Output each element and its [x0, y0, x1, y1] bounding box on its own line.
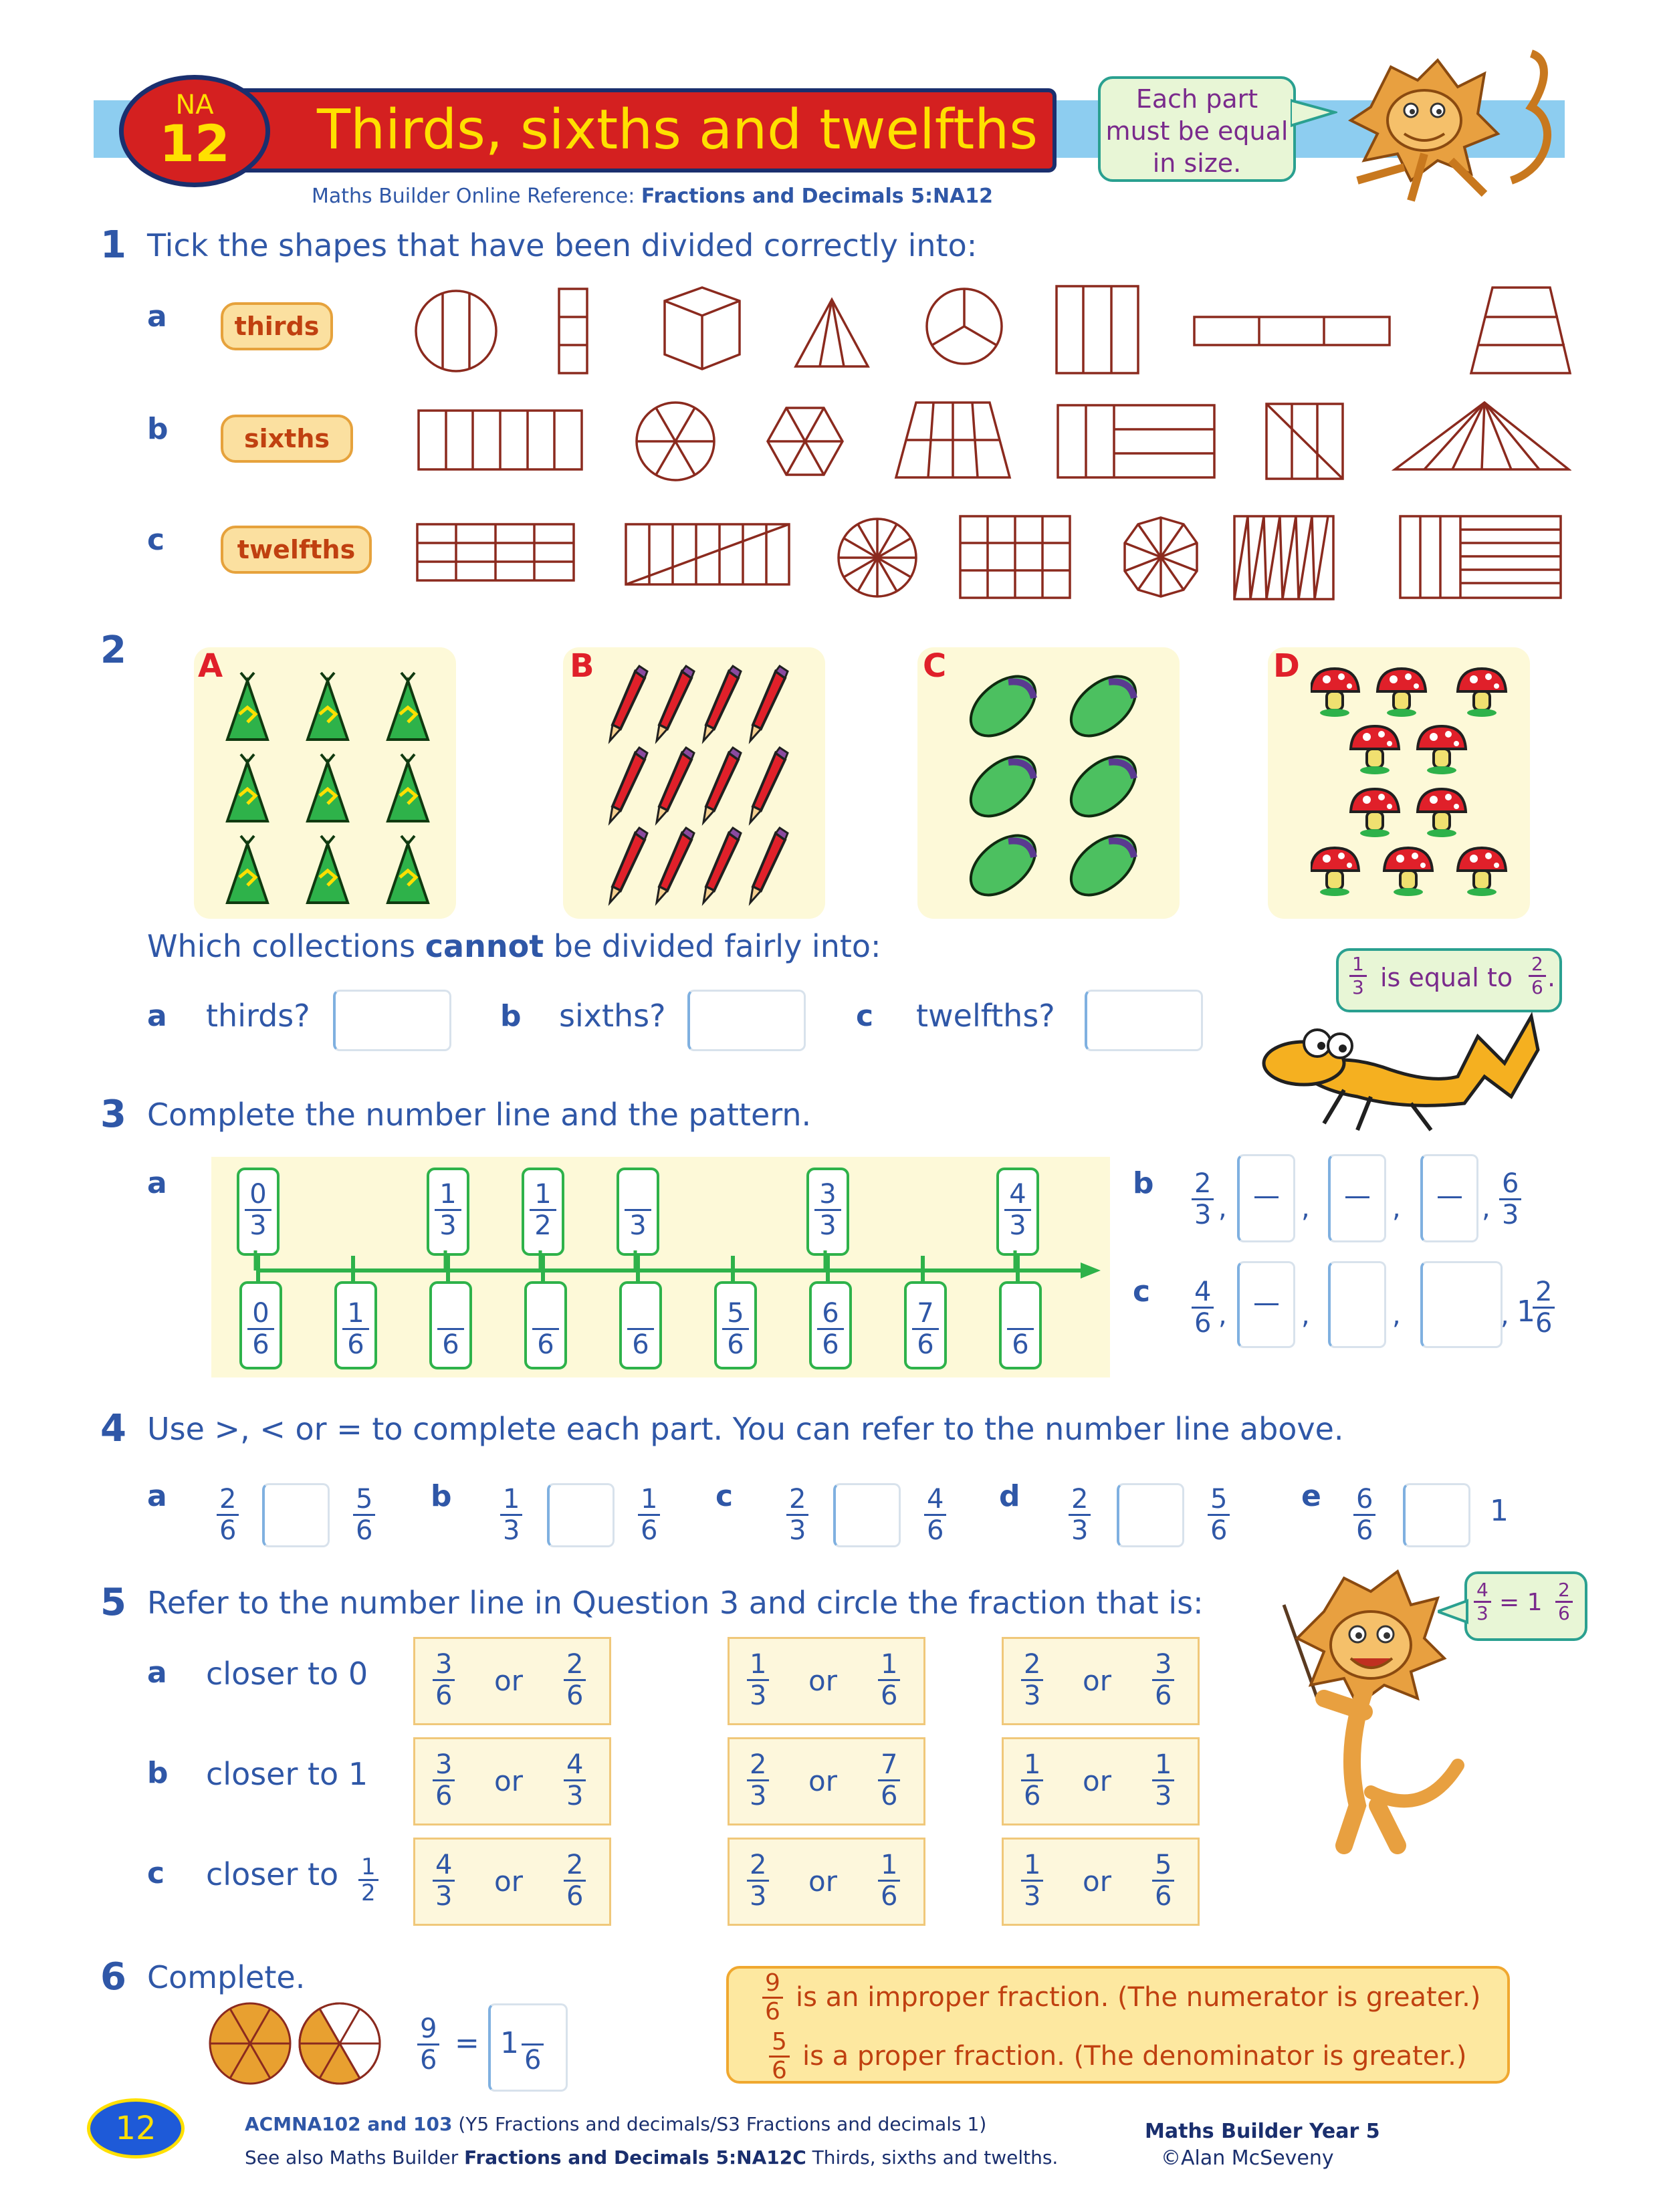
q1a-trapezoid-stripes[interactable]: [1471, 288, 1570, 373]
or-text: or: [494, 1765, 523, 1797]
q3b-first-fraction: $\frac{2}{3}$: [1192, 1169, 1214, 1230]
fraction-denominator: 3: [435, 1881, 453, 1912]
page-number-badge: [87, 2098, 185, 2159]
nl-bottom-tag-7-num: 7: [912, 1299, 939, 1330]
q6-answer-numerator-blank[interactable]: [522, 2014, 544, 2045]
q4e-symbol-box[interactable]: [1403, 1483, 1470, 1547]
fraction-denominator: 6: [566, 1881, 584, 1912]
bubble-equal-text: is equal to: [1380, 963, 1513, 992]
nl-bottom-tag-1-den: 6: [347, 1329, 364, 1360]
nl-bottom-tag-5-num: 5: [722, 1299, 749, 1330]
nl-top-tag-0-den: 3: [249, 1210, 267, 1241]
q5-choice-fraction[interactable]: [564, 1750, 586, 1811]
online-reference-value: Fractions and Decimals 5:NA12: [641, 185, 994, 208]
q5-choice-fraction[interactable]: [1152, 1650, 1174, 1710]
or-text: or: [808, 1765, 837, 1797]
footer-curriculum-line: [245, 2113, 986, 2135]
q4c-right-fraction: $\frac{4}{6}$: [924, 1484, 946, 1545]
q1a-circle-vertical-thirds[interactable]: [416, 291, 496, 371]
q4e-right-whole: 1: [1490, 1494, 1509, 1528]
q3c-first-fraction: $\frac{4}{6}$: [1192, 1277, 1214, 1338]
q6-note2-text: is a proper fraction. (The denominator is greater.): [802, 2041, 1467, 2072]
q3c-last-mixed-fraction: $\frac{2}{6}$: [1533, 1277, 1555, 1338]
nl-top-tag-2-den: 2: [534, 1210, 552, 1241]
q3c-comma-3: ,: [1392, 1300, 1401, 1331]
q1c-zigzag-rectangle[interactable]: [1234, 516, 1333, 599]
collection-panel-a-label: A: [198, 647, 223, 685]
q2b-letter: b: [500, 999, 522, 1033]
fraction-numerator: 7: [878, 1750, 900, 1781]
collection-panel-d-label: D: [1273, 647, 1300, 685]
question-2-number: 2: [100, 629, 126, 672]
fraction-numerator: 2: [564, 1850, 586, 1882]
question-6-text: Complete.: [147, 1959, 306, 1995]
fraction-numerator: 1: [1021, 1750, 1043, 1781]
or-text: or: [1083, 1765, 1111, 1797]
online-reference: [312, 185, 993, 208]
q5a-letter: a: [147, 1656, 167, 1690]
fraction-denominator: 3: [750, 1881, 767, 1912]
q3b-blank-2[interactable]: [1328, 1154, 1386, 1242]
fraction-denominator: 6: [435, 1781, 453, 1811]
q4a-letter: a: [147, 1479, 167, 1513]
q5-choice-fraction[interactable]: [747, 1650, 769, 1710]
q4c-left-fraction: $\frac{2}{3}$: [786, 1484, 808, 1545]
bubble-line-1: Each part: [1135, 84, 1258, 114]
q5-choice-fraction[interactable]: [433, 1750, 455, 1811]
q1b-triangle-fan[interactable]: [1395, 403, 1569, 469]
q1a-rectangle-vertical-thirds[interactable]: [1057, 286, 1138, 373]
nl-top-tag-5-num: 4: [1004, 1180, 1031, 1211]
q5-choice-fraction[interactable]: [1021, 1850, 1043, 1911]
footer-see-also-pre: See also Maths Builder: [245, 2146, 465, 2169]
q5b-letter: b: [147, 1756, 169, 1790]
nl-top-tag-5-den: 3: [1009, 1210, 1026, 1241]
q2-text-pre: Which collections: [147, 928, 425, 964]
q5b-label: closer to 1: [206, 1756, 368, 1792]
question-3-text: Complete the number line and the pattern.: [147, 1097, 812, 1133]
question-1-text: Tick the shapes that have been divided correctly into:: [147, 227, 978, 263]
hint-bubble-equivalence: [1336, 948, 1562, 1012]
nl-bottom-tag-5: [714, 1281, 757, 1369]
fraction-denominator: 6: [1155, 1881, 1172, 1912]
q4d-right-fraction: $\frac{5}{6}$: [1208, 1484, 1230, 1545]
q1c-rectangle-columns-diagonal[interactable]: [626, 524, 789, 584]
q3c-blank-1[interactable]: [1237, 1261, 1295, 1348]
nl-top-tag-0: [237, 1168, 280, 1256]
q5-choice-fraction[interactable]: [433, 1850, 455, 1911]
nl-bottom-tag-4-den: 6: [632, 1329, 649, 1360]
online-reference-label: Maths Builder Online Reference:: [312, 185, 641, 208]
q4a-symbol-box[interactable]: [262, 1483, 330, 1547]
q4b-symbol-box[interactable]: [547, 1483, 615, 1547]
fraction-denominator: 6: [435, 1680, 453, 1711]
q1b-rectangle-mixed[interactable]: [1058, 405, 1214, 477]
fraction-denominator: 6: [881, 1781, 898, 1811]
pencil-collection-icon: [602, 662, 816, 909]
nl-bottom-tag-4-num: [627, 1299, 654, 1330]
nl-top-tag-1: [427, 1168, 469, 1256]
nl-bottom-tag-1: [334, 1281, 377, 1369]
nl-top-tag-4-num: 3: [814, 1180, 841, 1211]
q1a-cube[interactable]: [665, 288, 740, 369]
nl-bottom-tag-7: [904, 1281, 947, 1369]
or-text: or: [1083, 1664, 1111, 1697]
q6-answer-fraction: 6: [522, 2014, 544, 2075]
fraction-denominator: 6: [881, 1881, 898, 1912]
bubble-fraction-two-sixths-b: $\frac{2}{6}$: [1555, 1579, 1573, 1624]
q1b-circle-sixths[interactable]: [637, 403, 714, 480]
hint-bubble-mixed-number: [1464, 1571, 1587, 1641]
nl-bottom-tag-4-blank[interactable]: [619, 1281, 662, 1369]
q5-choice-cell: [1002, 1637, 1200, 1725]
fraction-numerator: 1: [747, 1650, 769, 1681]
q5-choice-cell: [413, 1737, 611, 1826]
nl-bottom-tag-7-den: 6: [917, 1329, 934, 1360]
nl-top-tag-4-den: 3: [819, 1210, 837, 1241]
q2a-answer-box[interactable]: [333, 990, 451, 1051]
bubble-equals-one: = 1: [1499, 1589, 1543, 1616]
fraction-numerator: 5: [1152, 1850, 1174, 1882]
nl-bottom-tag-8-num: [1007, 1299, 1034, 1330]
nl-bottom-tag-3-num: [532, 1299, 559, 1330]
nl-bottom-tag-6: [809, 1281, 852, 1369]
q1c-decagon[interactable]: [1125, 518, 1197, 596]
q5-choice-fraction[interactable]: [1021, 1750, 1043, 1811]
nl-bottom-tag-2-den: 6: [442, 1329, 459, 1360]
fraction-denominator: 6: [1155, 1680, 1172, 1711]
q4a-right-fraction: $\frac{5}{6}$: [353, 1484, 375, 1545]
q2a-label: thirds?: [206, 998, 310, 1034]
q5-choice-cell: [728, 1737, 925, 1826]
fraction-denominator: 3: [750, 1781, 767, 1811]
fraction-numerator: 3: [1152, 1650, 1174, 1681]
q1a-circle-sectors-thirds[interactable]: [927, 289, 1002, 364]
mushroom-collection-icon: [1311, 662, 1525, 916]
q6-answer-whole: 1: [500, 2026, 519, 2060]
q5-choice-cell: [728, 1838, 925, 1926]
q5-choice-cell: [413, 1637, 611, 1725]
nl-top-tag-0-num: 0: [245, 1180, 271, 1211]
q1a-shapes: [401, 281, 1571, 381]
question-6-number: 6: [100, 1955, 126, 1999]
q3c-comma-2: ,: [1301, 1300, 1310, 1331]
bubble-period: .: [1547, 963, 1556, 992]
q3c-blank-2[interactable]: [1328, 1261, 1386, 1348]
fraction-denominator: 6: [1024, 1781, 1041, 1811]
q5-choice-fraction[interactable]: [878, 1850, 900, 1911]
nl-bottom-tag-2-blank[interactable]: [429, 1281, 472, 1369]
lesson-code-number: 12: [159, 114, 230, 173]
q1b-hexagon-sixths[interactable]: [768, 408, 843, 475]
q1-row-a-letter: a: [147, 300, 167, 334]
footer-book-title: Maths Builder Year 5: [1145, 2120, 1380, 2143]
q3b-letter: b: [1133, 1166, 1154, 1200]
nl-top-tag-3-blank[interactable]: [617, 1168, 659, 1256]
q3b-comma-1: ,: [1218, 1193, 1227, 1224]
nl-top-tag-2-num: 1: [530, 1180, 556, 1211]
footer-see-also-ref: Fractions and Decimals 5:NA12C: [464, 2146, 806, 2169]
q5-choice-fraction[interactable]: [878, 1650, 900, 1710]
page-title: Thirds, sixths and twelfths: [316, 98, 1038, 162]
teacher-lizard-icon: [1264, 1565, 1464, 1872]
fraction-denominator: 6: [566, 1680, 584, 1711]
q3b-blank-1[interactable]: [1237, 1154, 1295, 1242]
q3b-blank-3[interactable]: [1420, 1154, 1478, 1242]
q3c-comma-1: ,: [1218, 1300, 1227, 1331]
q1a-triangle-thirds[interactable]: [796, 300, 868, 366]
or-text: or: [1083, 1865, 1111, 1898]
q3b-comma-2: ,: [1301, 1193, 1310, 1224]
nl-top-tag-2: [522, 1168, 564, 1256]
or-text: or: [808, 1664, 837, 1697]
nl-bottom-tag-2-num: [437, 1299, 464, 1330]
fraction-numerator: 2: [1021, 1650, 1043, 1681]
q3c-last-mixed-whole: 1: [1517, 1295, 1535, 1329]
q5-choice-fraction[interactable]: [433, 1650, 455, 1710]
q5-choice-cell: [1002, 1737, 1200, 1826]
q4d-left-fraction: $\frac{2}{3}$: [1069, 1484, 1091, 1545]
bubble-fraction-four-thirds: $\frac{4}{3}$: [1474, 1579, 1491, 1624]
q1-row-c-letter: c: [147, 523, 165, 557]
question-4-text: Use >, < or = to complete each part. You can refer to the number line above.: [147, 1411, 1344, 1447]
q1b-trapezoid-grid[interactable]: [896, 403, 1010, 477]
frilled-lizard-icon: [1331, 47, 1578, 214]
q1c-circle-twelfths[interactable]: [839, 519, 916, 596]
footer-curriculum-desc: (Y5 Fractions and decimals/S3 Fractions and decimals 1): [452, 2113, 987, 2135]
footer-copyright: ©Alan McSeveny: [1161, 2146, 1334, 2170]
q5c-letter: c: [147, 1856, 165, 1890]
q1c-grid-twelve[interactable]: [417, 524, 574, 580]
page-number: 12: [115, 2110, 156, 2147]
q2b-label: sixths?: [559, 998, 666, 1034]
collection-panel-c-label: C: [923, 647, 947, 685]
q3a-letter: a: [147, 1166, 167, 1200]
q2c-letter: c: [856, 999, 874, 1033]
lesson-code-top: NA: [175, 90, 214, 120]
bubble-fraction-two-sixths: $\frac{2}{6}$: [1529, 954, 1546, 998]
q3b-comma-3: ,: [1392, 1193, 1401, 1224]
q1b-rectangle-six-columns[interactable]: [419, 411, 582, 469]
question-4-number: 4: [100, 1407, 126, 1450]
q2c-label: twelfths?: [916, 998, 1055, 1034]
q5-choice-cell: [1002, 1838, 1200, 1926]
nl-bottom-tag-0: [239, 1281, 282, 1369]
q6-note1-text: is an improper fraction. (The numerator is greater.): [796, 1982, 1481, 2013]
q5-choice-fraction[interactable]: [878, 1750, 900, 1811]
footer-curriculum-codes: ACMNA102 and 103: [245, 2113, 453, 2135]
nl-bottom-tag-5-den: 6: [727, 1329, 744, 1360]
lesson-code-badge: [119, 75, 270, 187]
fraction-denominator: 3: [1155, 1781, 1172, 1811]
nl-top-tag-4: [806, 1168, 849, 1256]
or-text: or: [494, 1664, 523, 1697]
q6-improper-fraction: $\frac{9}{6}$: [417, 2014, 439, 2075]
question-5-text: Refer to the number line in Question 3 and circle the fraction that is:: [147, 1585, 1204, 1621]
q5-choice-cell: [413, 1838, 611, 1926]
q1c-shapes: [401, 504, 1571, 604]
nl-top-tag-3-num: [625, 1180, 651, 1211]
bubble-line-3: in size.: [1152, 148, 1242, 178]
nl-top-tag-1-den: 3: [439, 1210, 457, 1241]
q3b-last-fraction: $\frac{6}{3}$: [1499, 1169, 1521, 1230]
q3b-comma-4: ,: [1482, 1193, 1490, 1224]
q1a-strip-thirds[interactable]: [1194, 317, 1390, 345]
fraction-denominator: 3: [1024, 1680, 1041, 1711]
footer-see-also-post: Thirds, sixths and twelths.: [806, 2146, 1059, 2169]
or-text: or: [494, 1865, 523, 1898]
q1-label-thirds: thirds: [221, 302, 333, 350]
nl-bottom-tag-3-den: 6: [537, 1329, 554, 1360]
fraction-numerator: 2: [564, 1650, 586, 1681]
q5-choice-fraction[interactable]: [1152, 1750, 1174, 1811]
leaf-collection-icon: [963, 669, 1164, 909]
q5-choice-fraction[interactable]: [747, 1850, 769, 1911]
nl-top-tag-1-num: 1: [435, 1180, 461, 1211]
q5c-label: closer to: [206, 1856, 339, 1892]
q4b-right-fraction: $\frac{1}{6}$: [638, 1484, 660, 1545]
q6-equals-sign: =: [455, 2026, 479, 2060]
q4b-left-fraction: $\frac{1}{3}$: [500, 1484, 522, 1545]
question-3-number: 3: [100, 1093, 126, 1136]
q1b-shapes: [401, 395, 1571, 488]
q5-choice-cell: [728, 1637, 925, 1725]
fraction-numerator: 1: [1152, 1750, 1174, 1781]
fraction-numerator: 1: [1021, 1850, 1043, 1882]
q1-row-b-letter: b: [147, 412, 169, 446]
fraction-circles-icon: [207, 1999, 388, 2088]
q1c-rectangle-columns-rows[interactable]: [1400, 516, 1561, 598]
q2b-answer-box[interactable]: [687, 990, 806, 1051]
fraction-numerator: 1: [878, 1650, 900, 1681]
q5a-label: closer to 0: [206, 1656, 368, 1692]
fraction-denominator: 3: [566, 1781, 584, 1811]
q2-text-bold: cannot: [425, 928, 544, 964]
q5-choice-fraction[interactable]: [564, 1650, 586, 1710]
q4c-symbol-box[interactable]: [833, 1483, 901, 1547]
running-lizard-icon: [1257, 1010, 1551, 1137]
q1a-bar-three-rows[interactable]: [559, 289, 587, 373]
q5-choice-fraction[interactable]: [1021, 1650, 1043, 1710]
nl-bottom-tag-6-den: 6: [822, 1329, 839, 1360]
nl-bottom-tag-0-num: 0: [247, 1299, 274, 1330]
q3c-comma-4: ,: [1501, 1300, 1509, 1331]
teepee-collection-icon: [221, 669, 441, 909]
bubble-line-2: must be equal: [1105, 116, 1289, 146]
q2c-answer-box[interactable]: [1085, 990, 1203, 1051]
q4b-letter: b: [431, 1479, 452, 1513]
fraction-numerator: 3: [433, 1650, 455, 1681]
q4a-left-fraction: $\frac{2}{6}$: [217, 1484, 239, 1545]
q4d-letter: d: [999, 1479, 1020, 1513]
q4d-symbol-box[interactable]: [1117, 1483, 1184, 1547]
fraction-numerator: 4: [433, 1850, 455, 1882]
question-5-number: 5: [100, 1581, 126, 1624]
fraction-numerator: 1: [878, 1850, 900, 1882]
q5-choice-fraction[interactable]: [564, 1850, 586, 1911]
hint-bubble-equal-parts: [1098, 76, 1296, 182]
q1c-grid-four-by-three[interactable]: [960, 516, 1070, 598]
q3c-blank-3[interactable]: [1420, 1261, 1503, 1348]
nl-bottom-tag-1-num: 1: [342, 1299, 369, 1330]
q1-label-twelfths: twelfths: [221, 526, 372, 574]
fraction-denominator: 3: [750, 1680, 767, 1711]
q5-choice-fraction[interactable]: [747, 1750, 769, 1811]
fraction-denominator: 6: [881, 1680, 898, 1711]
q4e-left-fraction: $\frac{6}{6}$: [1353, 1484, 1375, 1545]
nl-top-tag-5: [996, 1168, 1039, 1256]
fraction-denominator: 3: [1024, 1881, 1041, 1912]
nl-bottom-tag-6-num: 6: [817, 1299, 844, 1330]
q6-note1-fraction: $\frac{9}{6}$: [762, 1970, 783, 2025]
q4c-letter: c: [715, 1479, 734, 1513]
fraction-numerator: 4: [564, 1750, 586, 1781]
question-1-number: 1: [100, 223, 126, 267]
nl-bottom-tag-8-blank[interactable]: [999, 1281, 1042, 1369]
q1b-square-diagonals[interactable]: [1266, 404, 1343, 479]
q2a-letter: a: [147, 999, 167, 1033]
question-2-text: [147, 928, 881, 964]
q1-label-sixths: sixths: [221, 415, 353, 463]
q5c-half-fraction: $\frac{1}{2}$: [358, 1855, 378, 1905]
nl-bottom-tag-8-den: 6: [1012, 1329, 1029, 1360]
fraction-numerator: 2: [747, 1850, 769, 1882]
q2-text-post: be divided fairly into:: [544, 928, 881, 964]
collection-panel-b-label: B: [570, 647, 594, 685]
or-text: or: [808, 1865, 837, 1898]
q4e-letter: e: [1301, 1479, 1321, 1513]
fraction-numerator: 3: [433, 1750, 455, 1781]
q6-note2-fraction: $\frac{5}{6}$: [769, 2029, 790, 2084]
q3c-letter: c: [1133, 1275, 1151, 1309]
nl-bottom-tag-0-den: 6: [252, 1329, 269, 1360]
q5-choice-fraction[interactable]: [1152, 1850, 1174, 1911]
fraction-numerator: 2: [747, 1750, 769, 1781]
footer-see-also-line: [245, 2146, 1058, 2169]
nl-bottom-tag-3-blank[interactable]: [524, 1281, 567, 1369]
bubble-fraction-one-third: $\frac{1}{3}$: [1349, 954, 1367, 998]
nl-top-tag-3-den: 3: [629, 1210, 647, 1241]
